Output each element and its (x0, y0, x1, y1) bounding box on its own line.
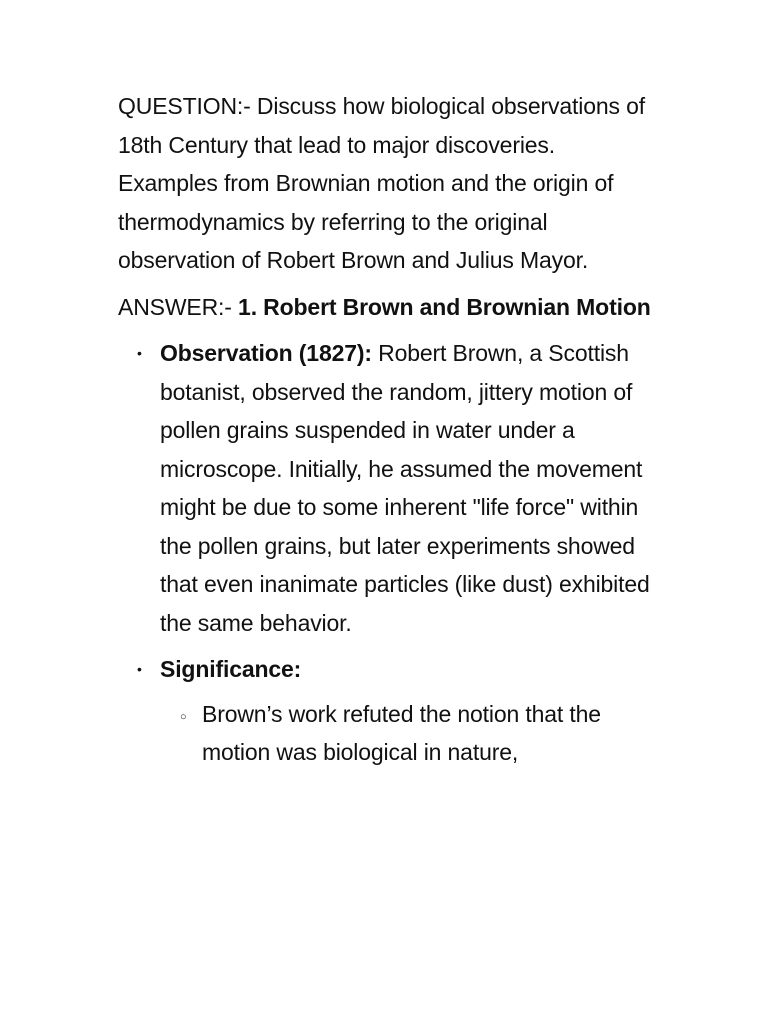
sub-bullet-text: Brown’s work refuted the notion that the motion was biological in nature, (202, 700, 601, 765)
bullet-marker: • (137, 661, 142, 677)
significance-label: Significance: (160, 656, 302, 682)
section-heading: 1. Robert Brown and Brownian Motion (238, 293, 651, 320)
circle-bullet-marker: ○ (180, 710, 187, 723)
question-paragraph: QUESTION:- Discuss how biological observations of 18th Century that lead to major discoveries. Examples from Brownian motion and the origin of thermodynamics by referring to the original observation of Robert Brown and Julius Mayor. (118, 93, 645, 273)
list-item-observation (118, 334, 658, 642)
document-page (118, 87, 658, 780)
observation-label: Observation (1827): (160, 340, 372, 366)
observation-text: Robert Brown, a Scottish botanist, observed the random, jittery motion of pollen grains suspended in water under a microscope. Initially, he assumed the movement might be due to some inherent "life force" within the pollen grains, but later experiments showed that even inanimate particles (like dust) exhibited the same behavior. (160, 340, 650, 636)
bullet-list (118, 334, 658, 772)
sub-list-item (160, 695, 658, 772)
answer-prefix: ANSWER:- (118, 293, 239, 320)
bullet-marker: • (137, 345, 142, 361)
sub-bullet-list (160, 695, 658, 772)
answer-heading (118, 288, 658, 327)
list-item-significance (118, 650, 658, 772)
